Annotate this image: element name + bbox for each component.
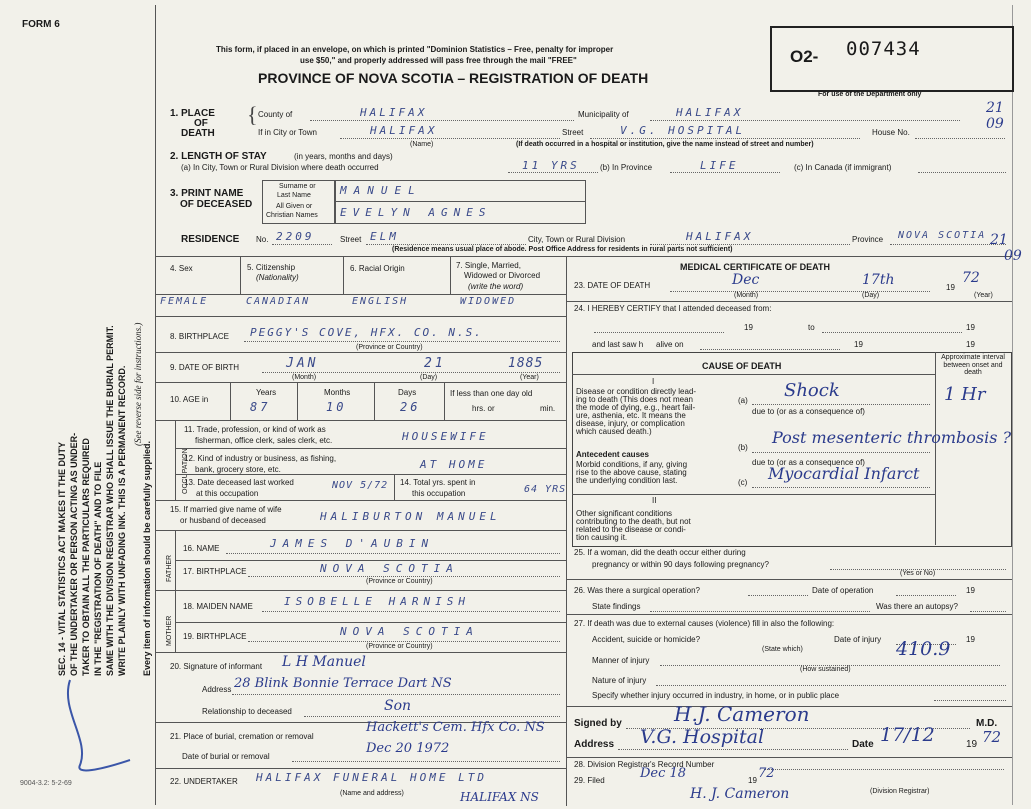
cause-b: Post mesenteric thrombosis ? <box>772 428 1012 447</box>
age-years: 87 <box>250 400 271 414</box>
city-value: HALIFAX <box>370 124 438 137</box>
residence-city: HALIFAX <box>686 230 754 243</box>
burial-place: Hackett's Cem. Hfx Co. NS <box>366 720 545 735</box>
residence-street: ELM <box>370 230 399 243</box>
mother-birthplace: NOVA SCOTIA <box>340 625 479 638</box>
occupation-value: HOUSEWIFE <box>402 430 489 443</box>
signed-date: 17/12 <box>880 724 935 746</box>
print-code: 9004-3.2: 5-2-69 <box>20 780 72 787</box>
sec1-num: 1. <box>170 108 179 119</box>
street-value: V.G. HOSPITAL <box>620 124 746 137</box>
dob-day: 21 <box>424 356 446 371</box>
industry-value: AT HOME <box>420 458 488 471</box>
stay-province: LIFE <box>700 159 739 172</box>
registrar-signature: H. J. Cameron <box>690 786 790 802</box>
residence-province: NOVA SCOTIA <box>898 230 987 241</box>
cause-a-interval: 1 Hr <box>944 384 986 405</box>
dob-month: JAN <box>286 356 319 371</box>
given-names-value: EVELYN AGNES <box>340 206 492 219</box>
informant-address: 28 Blink Bonnie Terrace Dart NS <box>234 676 452 691</box>
death-year: 72 <box>962 270 980 286</box>
physician-signature: H.J. Cameron <box>674 702 810 726</box>
years-occupation-value: 64 YRS <box>524 484 567 495</box>
marital-status-value: WIDOWED <box>460 296 517 307</box>
age-months: 10 <box>326 400 347 414</box>
dob-year: 1885 <box>508 356 544 371</box>
death-month: Dec <box>732 272 760 288</box>
informant-signature: L H Manuel <box>282 654 366 670</box>
form-number: FORM 6 <box>22 19 60 30</box>
age-days: 26 <box>400 400 421 414</box>
reg-number: 007434 <box>846 38 921 60</box>
mother-maiden-name: ISOBELLE HARNISH <box>284 595 470 608</box>
header-notice: This form, if placed in an envelope, on which is printed "Dominion Statistics – Free, penalty for improper <box>216 45 614 54</box>
physician-address: V.G. Hospital <box>640 726 765 748</box>
father-birthplace: NOVA SCOTIA <box>320 562 459 575</box>
stay-city: 11 YRS <box>522 159 580 172</box>
pen-mark <box>40 660 160 780</box>
page-title: PROVINCE OF NOVA SCOTIA – REGISTRATION OF DEATH <box>258 70 649 86</box>
dept-use: For use of the Department only <box>818 91 922 98</box>
header-notice-2: use $50," and properly addressed will pass free through the mail "FREE" <box>300 56 577 65</box>
burial-date: Dec 20 1972 <box>366 741 450 756</box>
cause-a: Shock <box>784 380 840 401</box>
medical-title: MEDICAL CERTIFICATE OF DEATH <box>680 262 830 272</box>
residence-no: 2209 <box>276 230 315 243</box>
cause-c: Myocardial Infarct <box>768 464 920 483</box>
municipality-value: HALIFAX <box>676 106 744 119</box>
manner-code: 410.9 <box>896 638 951 660</box>
birthplace-value: PEGGY'S COVE, HFX. CO. N.S. <box>250 326 483 339</box>
reg-prefix: O2- <box>790 47 819 66</box>
spouse-value: HALIBURTON MANUEL <box>320 510 501 523</box>
citizenship-value: CANADIAN <box>246 296 311 307</box>
death-day: 17th <box>862 272 895 288</box>
undertaker-value: HALIFAX FUNERAL HOME LTD <box>256 771 487 784</box>
father-name: JAMES D'AUBIN <box>270 537 435 550</box>
last-worked-value: NOV 5/72 <box>332 480 389 491</box>
sec1-title: PLACE <box>181 108 215 119</box>
surname-value: MANUEL <box>340 184 422 197</box>
cause-title: CAUSE OF DEATH <box>702 361 782 371</box>
racial-origin-value: ENGLISH <box>352 296 409 307</box>
registration-box <box>770 26 1014 92</box>
county-value: HALIFAX <box>360 106 428 119</box>
sex-value: FEMALE <box>160 296 209 307</box>
filed-date: Dec 18 <box>640 766 687 781</box>
relationship-value: Son <box>384 698 412 714</box>
